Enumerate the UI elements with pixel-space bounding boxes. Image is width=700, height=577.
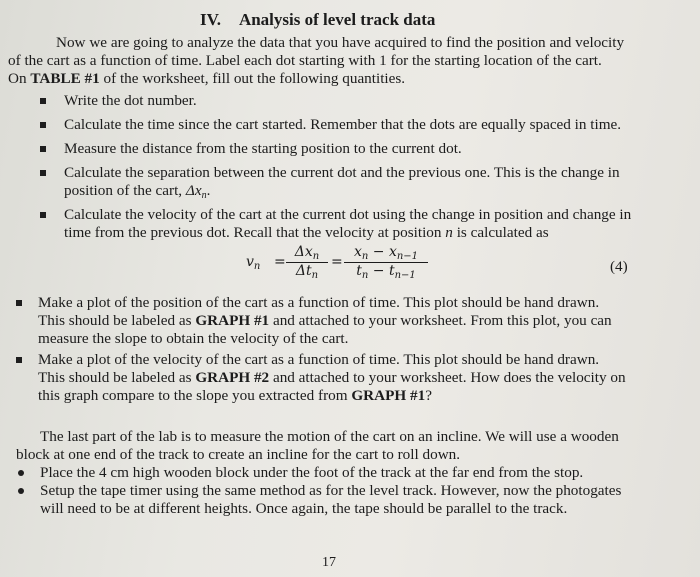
graph1-line-2: This should be labeled as GRAPH #1 and attached to your worksheet. From this plot, you can [38, 312, 612, 329]
bullet-marker [40, 146, 46, 152]
page-number: 17 [322, 555, 336, 570]
incline-step-block: Place the 4 cm high wooden block under the foot of the track at the far end from the stop. [40, 464, 584, 481]
bullet-marker [40, 170, 46, 176]
equation-number: (4) [610, 258, 628, 275]
bullet-marker [16, 300, 22, 306]
bullet-separation-line-1: Calculate the separation between the current dot and the previous one. This is the change in [64, 164, 620, 181]
intro-line-3: On TABLE #1 of the worksheet, fill out the following quantities. [8, 70, 406, 87]
graph1-line-3: measure the slope to obtain the velocity of the cart. [38, 330, 349, 347]
bullet-distance: Measure the distance from the starting position to the current dot. [64, 140, 462, 157]
bullet-marker [18, 488, 24, 494]
equals-sign: = [274, 254, 286, 270]
incline-step-timer-line-1: Setup the tape timer using the same method as for the level track. However, now the photogates [40, 482, 622, 499]
incline-paragraph-line-2: block at one end of the track to create an incline for the cart to roll down. [16, 446, 461, 463]
equation-lhs: $v_n$ [246, 254, 261, 272]
intro-line-1: Now we are going to analyze the data that you have acquired to find the position and velocity [56, 34, 625, 51]
fraction-difference: $\frac{x_n - x_{n-1}}{t_n - t_{n-1}}$ [344, 244, 428, 281]
bullet-separation-line-2: position of the cart, Δxn. [64, 182, 211, 201]
bullet-velocity-line-1: Calculate the velocity of the cart at the current dot using the change in position and change in [64, 206, 632, 223]
graph2-line-1: Make a plot of the velocity of the cart as a function of time. This plot should be hand drawn. [38, 351, 600, 368]
bullet-velocity-line-2: time from the previous dot. Recall that the velocity at position n is calculated as [64, 224, 549, 241]
bullet-time: Calculate the time since the cart started. Remember that the dots are equally spaced in time. [64, 116, 622, 133]
graph2-line-2: This should be labeled as GRAPH #2 and attached to your worksheet. How does the velocity on [38, 369, 626, 386]
bullet-marker [16, 357, 22, 363]
section-number: IV. [200, 10, 221, 29]
incline-step-timer-line-2: will need to be at different heights. Once again, the tape should be parallel to the track. [40, 500, 568, 517]
fraction-delta: $\Delta x_n$ $\Delta t_n$ [286, 244, 328, 281]
bullet-marker [40, 98, 46, 104]
table-ref: TABLE #1 [30, 70, 100, 87]
bullet-dot-number: Write the dot number. [64, 92, 197, 109]
graph1-line-1: Make a plot of the position of the cart as a function of time. This plot should be hand drawn. [38, 294, 600, 311]
bullet-marker [40, 122, 46, 128]
incline-paragraph-line-1: The last part of the lab is to measure the motion of the cart on an incline. We will use a wooden [40, 428, 619, 445]
section-heading [200, 10, 435, 30]
bullet-marker [18, 470, 24, 476]
bullet-marker [40, 212, 46, 218]
section-title: Analysis of level track data [238, 10, 436, 29]
intro-line-2: of the cart as a function of time. Label each dot starting with 1 for the starting location of the cart. [8, 52, 602, 69]
graph2-line-3: this graph compare to the slope you extracted from GRAPH #1? [38, 387, 432, 404]
equals-sign: = [331, 254, 343, 270]
